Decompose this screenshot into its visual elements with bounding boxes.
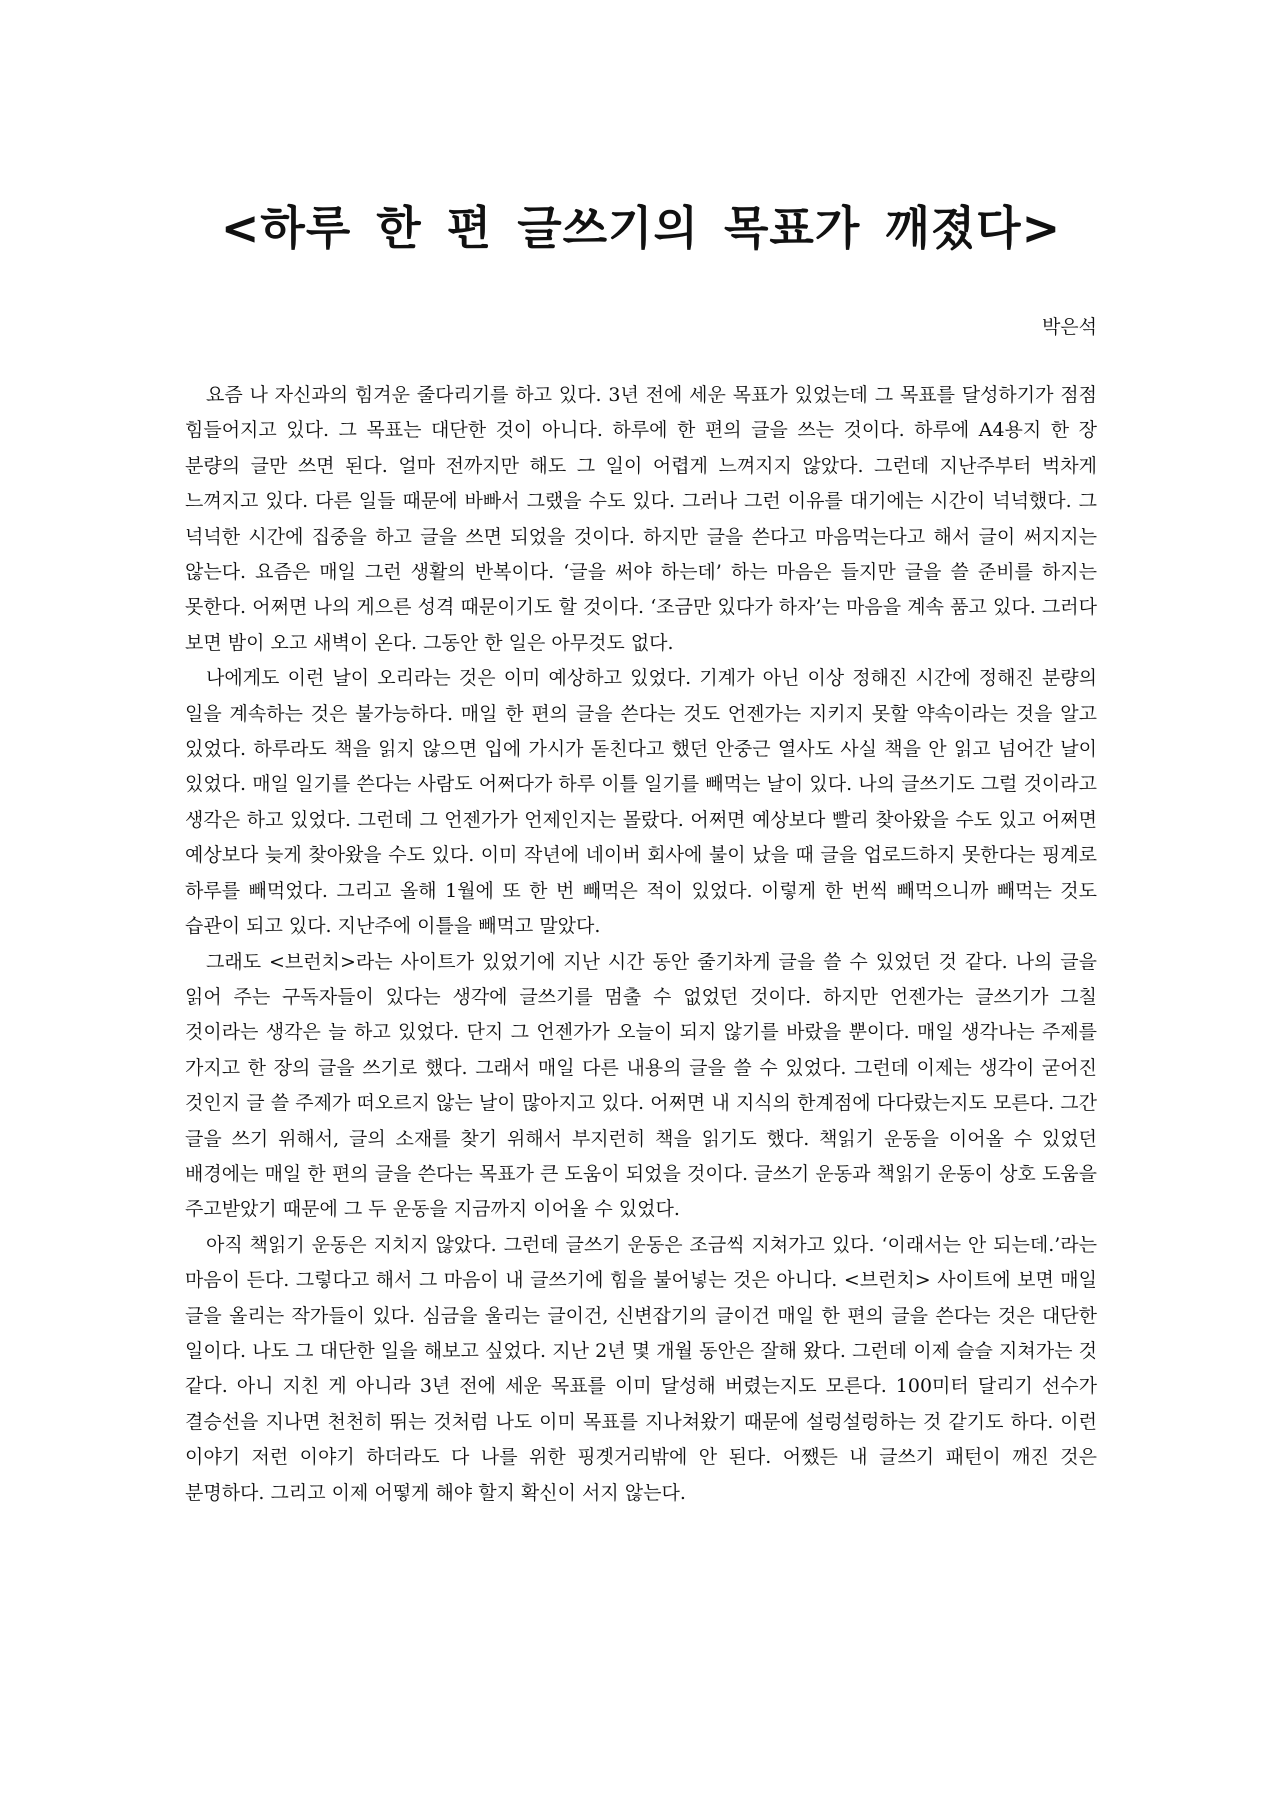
document-body <box>185 378 1097 1511</box>
body-paragraph: 아직 책읽기 운동은 지치지 않았다. 그런데 글쓰기 운동은 조금씩 지쳐가고 있다. ‘이래서는 안 되는데.’라는 마음이 든다. 그렇다고 해서 그 마음이 내 글쓰기에 힘을 불어넣는 것은 아니다. <브런치> 사이트에 보면 매일 글을 올리는 작가들이 있다. 심금을 울리는 글이건, 신변잡기의 글이건 매일 한 편의 글을 쓴다는 것은 대단한 일이다. 나도 그 대단한 일을 해보고 싶었다. 지난 2년 몇 개월 동안은 잘해 왔다. 그런데 이제 슬슬 지쳐가는 것 같다. 아니 지친 게 아니라 3년 전에 세운 목표를 이미 달성해 버렸는지도 모른다. 100미터 달리기 선수가 결승선을 지나면 천천히 뛰는 것처럼 나도 이미 목표를 지나쳐왔기 때문에 설렁설렁하는 것 같기도 하다. 이런 이야기 저런 이야기 하더라도 다 나를 위한 핑곗거리밖에 안 된다. 어쨌든 내 글쓰기 패턴이 깨진 것은 분명하다. 그리고 이제 어떻게 해야 할지 확신이 서지 않는다. <box>185 1233 1097 1504</box>
body-paragraph: 요즘 나 자신과의 힘겨운 줄다리기를 하고 있다. 3년 전에 세운 목표가 있었는데 그 목표를 달성하기가 점점 힘들어지고 있다. 그 목표는 대단한 것이 아니다. 하루에 한 편의 글을 쓰는 것이다. 하루에 A4용지 한 장 분량의 글만 쓰면 된다. 얼마 전까지만 해도 그 일이 어렵게 느껴지지 않았다. 그런데 지난주부터 벅차게 느껴지고 있다. 다른 일들 때문에 바빠서 그랬을 수도 있다. 그러나 그런 이유를 대기에는 시간이 넉넉했다. 그 넉넉한 시간에 집중을 하고 글을 쓰면 되었을 것이다. 하지만 글을 쓴다고 마음먹는다고 해서 글이 써지지는 않는다. 요즘은 매일 그런 생활의 반복이다. ‘글을 써야 하는데’ 하는 마음은 들지만 글을 쓸 준비를 하지는 못한다. 어쩌면 나의 게으른 성격 때문이기도 할 것이다. ‘조금만 있다가 하자’는 마음을 계속 품고 있다. 그러다 보면 밤이 오고 새벽이 온다. 그동안 한 일은 아무것도 없다. <box>185 384 1097 654</box>
body-paragraph: 그래도 <브런치>라는 사이트가 있었기에 지난 시간 동안 줄기차게 글을 쓸 수 있었던 것 같다. 나의 글을 읽어 주는 구독자들이 있다는 생각에 글쓰기를 멈출 수 없었던 것이다. 하지만 언젠가는 글쓰기가 그칠 것이라는 생각은 늘 하고 있었다. 단지 그 언젠가가 오늘이 되지 않기를 바랐을 뿐이다. 매일 생각나는 주제를 가지고 한 장의 글을 쓰기로 했다. 그래서 매일 다른 내용의 글을 쓸 수 있었다. 그런데 이제는 생각이 굳어진 것인지 글 쓸 주제가 떠오르지 않는 날이 많아지고 있다. 어쩌면 내 지식의 한계점에 다다랐는지도 모른다. 그간 글을 쓰기 위해서, 글의 소재를 찾기 위해서 부지런히 책을 읽기도 했다. 책읽기 운동을 이어올 수 있었던 배경에는 매일 한 편의 글을 쓴다는 목표가 큰 도움이 되었을 것이다. 글쓰기 운동과 책읽기 운동이 상호 도움을 주고받았기 때문에 그 두 운동을 지금까지 이어올 수 있었다. <box>185 950 1097 1221</box>
body-paragraph: 나에게도 이런 날이 오리라는 것은 이미 예상하고 있었다. 기계가 아닌 이상 정해진 시간에 정해진 분량의 일을 계속하는 것은 불가능하다. 매일 한 편의 글을 쓴다는 것도 언젠가는 지키지 못할 약속이라는 것을 알고 있었다. 하루라도 책을 읽지 않으면 입에 가시가 돋친다고 했던 안중근 열사도 사실 책을 안 읽고 넘어간 날이 있었다. 매일 일기를 쓴다는 사람도 어쩌다가 하루 이틀 일기를 빼먹는 날이 있다. 나의 글쓰기도 그럴 것이라고 생각은 하고 있었다. 그런데 그 언젠가가 언제인지는 몰랐다. 어쩌면 예상보다 빨리 찾아왔을 수도 있고 어쩌면 예상보다 늦게 찾아왔을 수도 있다. 이미 작년에 네이버 회사에 불이 났을 때 글을 업로드하지 못한다는 핑계로 하루를 빼먹었다. 그리고 올해 1월에 또 한 번 빼먹은 적이 있었다. 이렇게 한 번씩 빼먹으니까 빼먹는 것도 습관이 되고 있다. 지난주에 이틀을 빼먹고 말았다. <box>185 667 1097 938</box>
document-title: <하루 한 편 글쓰기의 목표가 깨졌다> <box>220 201 1062 255</box>
author-name: 박은석 <box>1041 316 1097 338</box>
document-page <box>185 0 1097 1810</box>
